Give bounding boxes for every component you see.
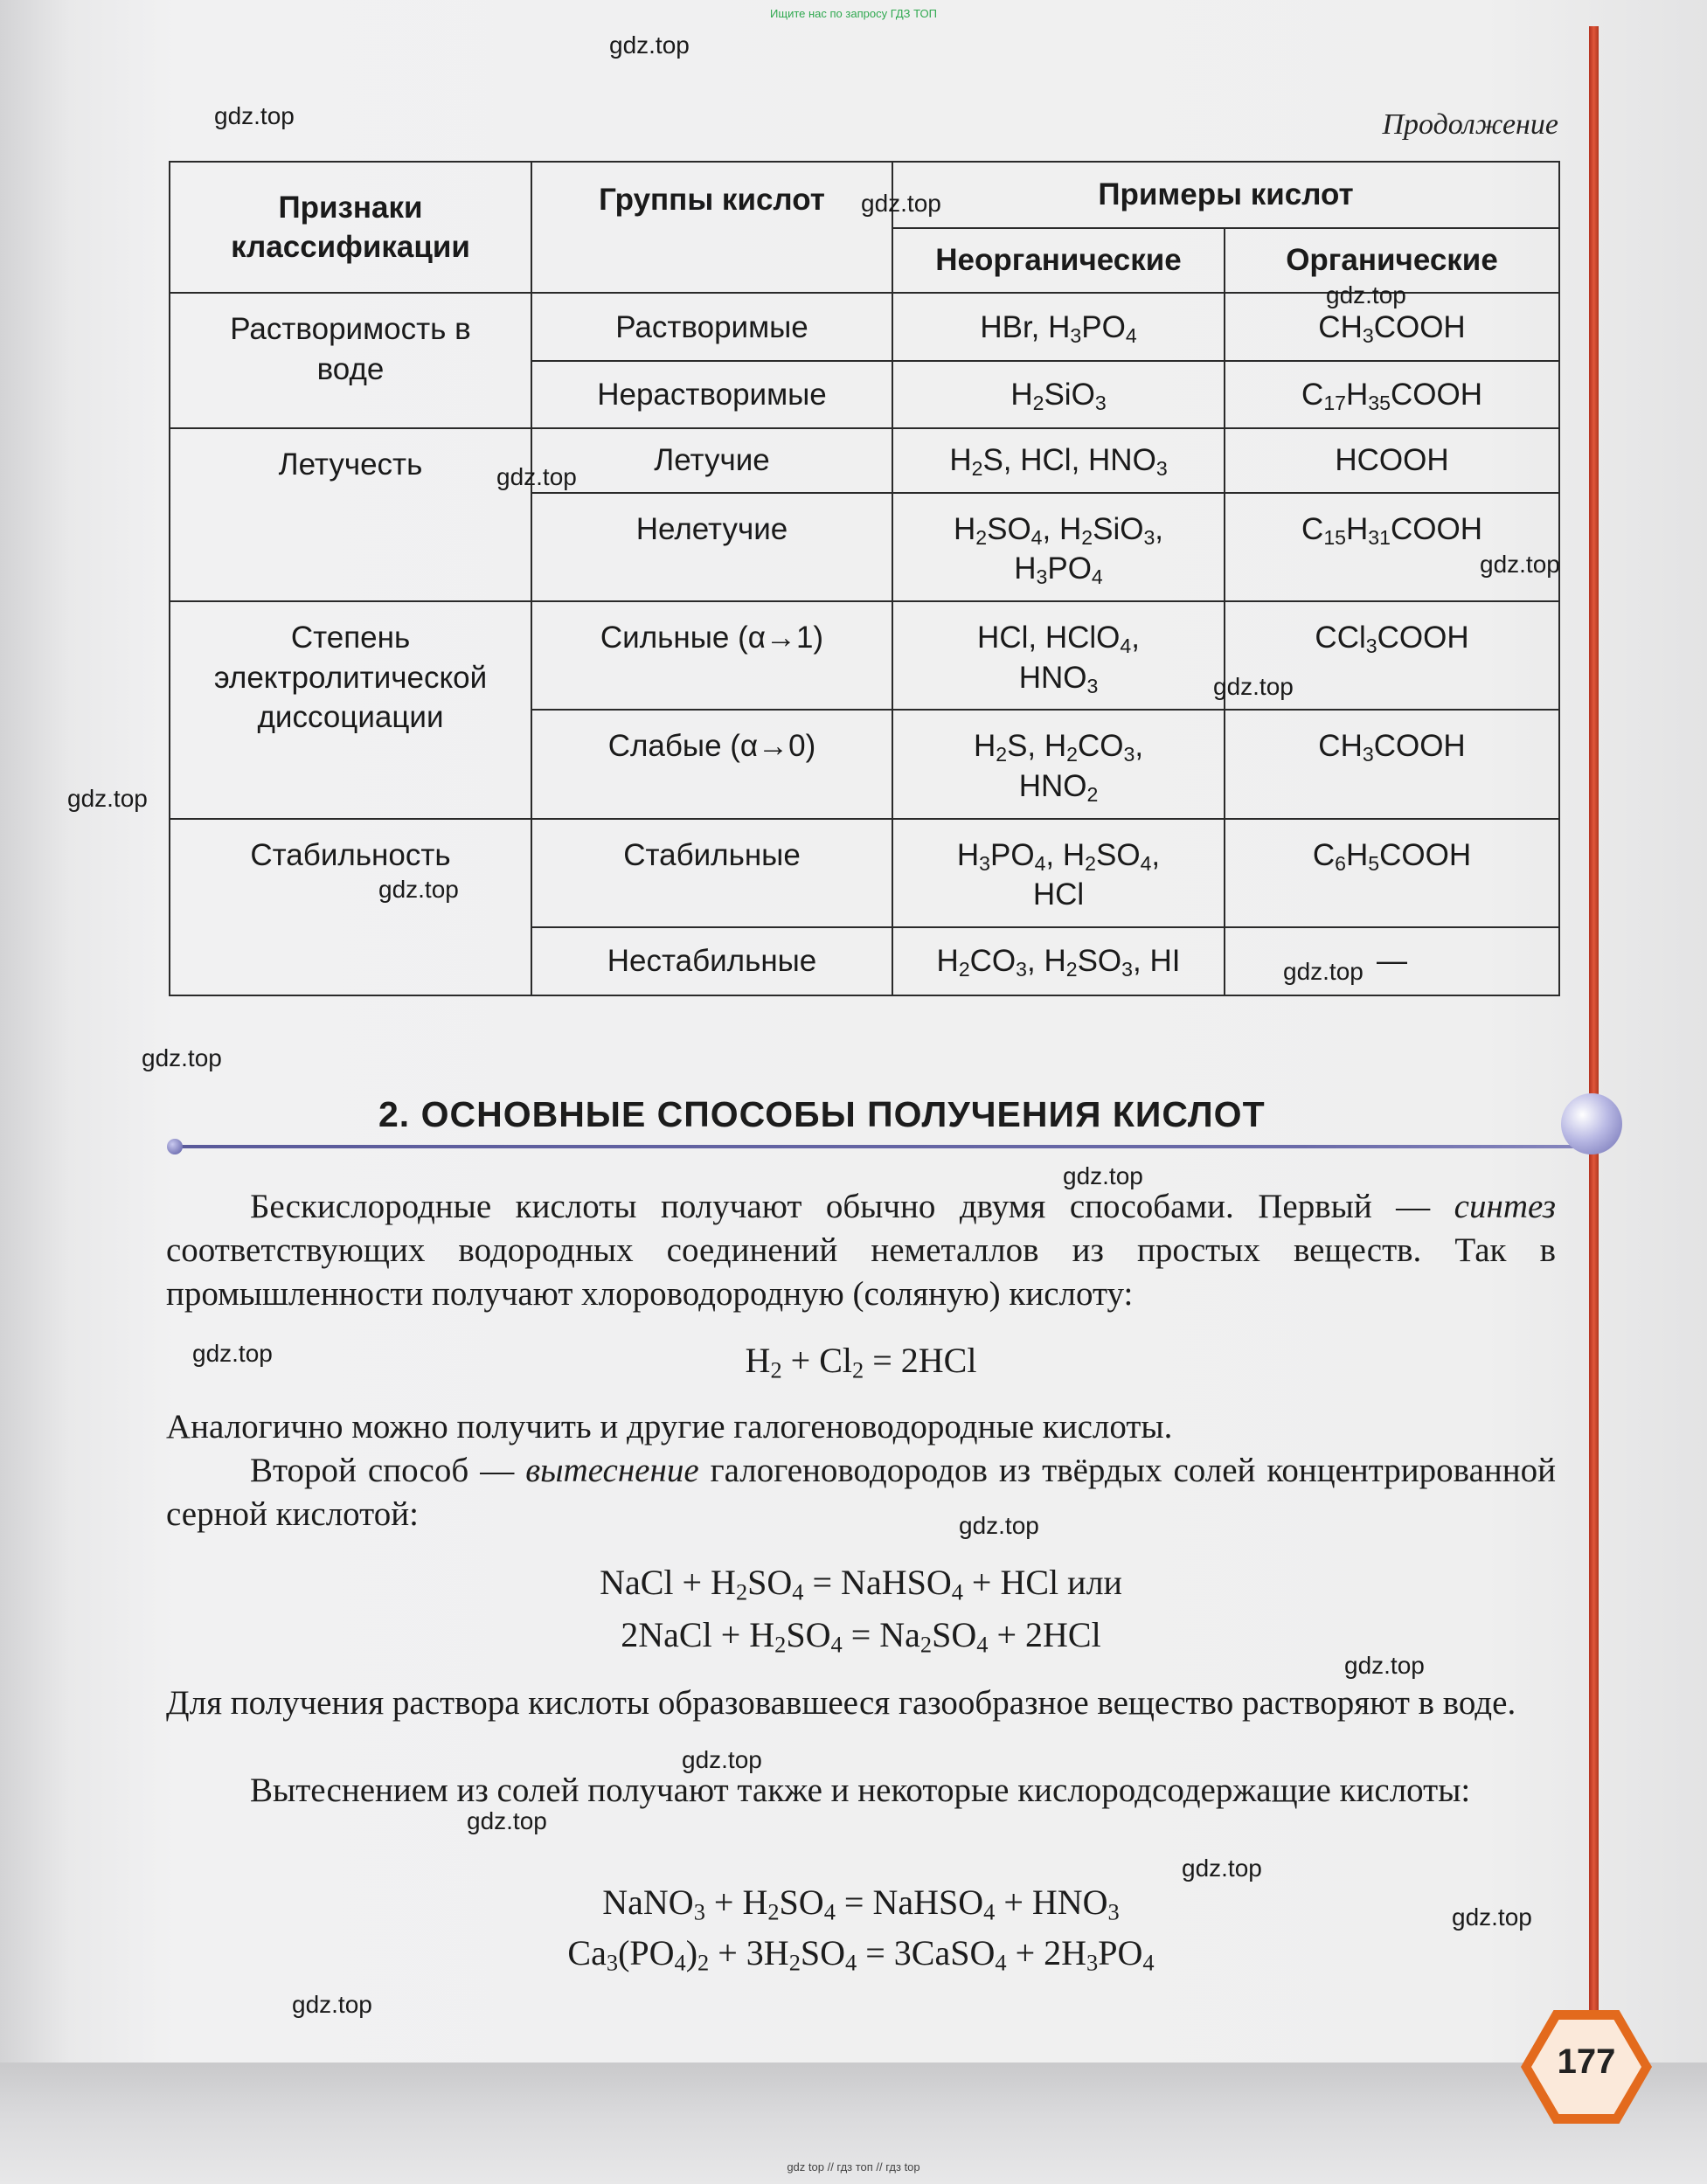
- inorganic-cell: HCl, HClO$_4$, $HNO_3$: [892, 601, 1225, 710]
- group-cell: Нелетучие: [531, 493, 892, 601]
- header-organic: Органические: [1225, 228, 1559, 293]
- watermark: gdz.top: [67, 785, 148, 812]
- watermark: gdz.top: [292, 1991, 372, 2018]
- equation-nacl-2: 2NaCl + $H_2SO_4 = Na_2SO_4 + 2HCl$: [621, 1615, 1101, 1658]
- table-row: [170, 428, 1559, 493]
- watermark: gdz.top: [1480, 551, 1560, 578]
- organic-cell: $CH_3COOH$: [1225, 293, 1559, 361]
- watermark: gdz.top: [467, 1807, 547, 1834]
- organic-cell: $C_{15}H_{31}COOH$: [1225, 493, 1559, 601]
- inorganic-cell: $H_2SO_4$, $H_2SiO_3$, $H_3PO_4$: [892, 493, 1225, 601]
- group-cell: Растворимые: [531, 293, 892, 361]
- inorganic-cell: $H_3PO_4$, $H_2SO_4$, HCl: [892, 819, 1225, 927]
- group-cell: Сильные (α→1): [531, 601, 892, 710]
- group-cell: Слабые (α→0): [531, 710, 892, 818]
- section-heading: 2. ОСНОВНЫЕ СПОСОБЫ ПОЛУЧЕНИЯ КИСЛОТ: [378, 1094, 1266, 1134]
- table-continued-label: Продолжение: [1382, 108, 1558, 141]
- equation-ca3po42: $Ca_3(PO_4)_2 + 3H_2SO_4$ = 3CaSO$_4$ + $2H_3PO_4$: [567, 1933, 1155, 1976]
- organic-cell: HCOOH: [1225, 428, 1559, 493]
- watermark: gdz.top: [1063, 1162, 1143, 1189]
- group-cell: Нерастворимые: [531, 361, 892, 427]
- watermark: gdz.top: [142, 1044, 222, 1071]
- table-row: [170, 601, 1559, 710]
- page-number: 177: [1557, 2042, 1616, 2081]
- watermark: gdz.top: [609, 31, 690, 59]
- equation-nacl-1: NaCl + $H_2SO_4$ = NaHSO$_4$ + HCl или: [600, 1563, 1122, 1605]
- watermark: gdz.top: [682, 1746, 762, 1773]
- heading-ball-ornament: [1561, 1093, 1622, 1154]
- criterion-solubility: Растворимость в воде: [170, 293, 531, 427]
- organic-cell: CCl$_3$COOH: [1225, 601, 1559, 710]
- organic-cell: $C_6H_5COOH$: [1225, 819, 1559, 927]
- watermark: gdz.top: [959, 1512, 1039, 1539]
- equation-nano3: NaNO$_3$ + $H_2SO_4$ = NaHSO$_4$ + $HNO_3$: [602, 1882, 1120, 1925]
- criterion-volatility: Летучесть: [170, 428, 531, 601]
- group-cell: Нестабильные: [531, 927, 892, 995]
- watermark: gdz.top: [1283, 958, 1364, 985]
- watermark: gdz.top: [1344, 1652, 1425, 1679]
- heading-bullet: [167, 1139, 183, 1154]
- watermark: gdz.top: [1213, 673, 1294, 700]
- paragraph-oxyacids: Вытеснением из солей получают также и некоторые кислородсодержащие кислоты:: [250, 1771, 1471, 1809]
- heading-underline: [175, 1145, 1582, 1148]
- criterion-stability: Стабильность: [170, 819, 531, 996]
- inorganic-cell: $H_2CO_3$, $H_2SO_3$, HI: [892, 927, 1225, 995]
- inorganic-cell: $H_2SiO_3$: [892, 361, 1225, 427]
- bottom-link[interactable]: gdz top // гдз топ // гдз top: [787, 2160, 920, 2174]
- header-criteria: Признаки классификации: [170, 162, 531, 293]
- header-examples: Примеры кислот: [892, 162, 1559, 228]
- watermark: gdz.top: [1182, 1855, 1262, 1882]
- inorganic-cell: $H_2S$, $H_2CO_3$, $HNO_2$: [892, 710, 1225, 818]
- watermark: gdz.top: [192, 1340, 273, 1367]
- inorganic-cell: $H_2S$, HCl, $HNO_3$: [892, 428, 1225, 493]
- header-inorganic: Неорганические: [892, 228, 1225, 293]
- watermark: gdz.top: [378, 876, 459, 903]
- table-row: [170, 819, 1559, 927]
- top-link[interactable]: Ищите нас по запросу ГДЗ ТОП: [770, 7, 937, 20]
- group-cell: Стабильные: [531, 819, 892, 927]
- paragraph-displacement: Второй способ — вытеснение галогеноводородов из твёрдых солей концентрированной серной кислотой:: [166, 1452, 1556, 1533]
- watermark: gdz.top: [496, 463, 577, 490]
- equation-h2-cl2: $H_2 + Cl_2 = 2HCl$: [745, 1341, 977, 1383]
- criterion-dissociation: Степень электролитической диссоциации: [170, 601, 531, 819]
- group-cell: Летучие: [531, 428, 892, 493]
- inorganic-cell: HBr, $H_3PO_4$: [892, 293, 1225, 361]
- paragraph-synthesis: Бескислородные кислоты получают обычно двумя способами. Первый — синтез соответствующих водородных соединений неметаллов из простых веществ. Так в промышленности получают хлороводородную (соляную) кислоту:: [166, 1188, 1556, 1313]
- watermark: gdz.top: [861, 190, 941, 217]
- paragraph-analogous: Аналогично можно получить и другие галогеноводородные кислоты.: [166, 1408, 1173, 1446]
- organic-cell: $CH_3COOH$: [1225, 710, 1559, 818]
- organic-cell: —: [1225, 927, 1559, 995]
- watermark: gdz.top: [1326, 281, 1406, 309]
- organic-cell: $C_{17}H_{35}COOH$: [1225, 361, 1559, 427]
- header-groups: Группы кислот: [531, 162, 892, 293]
- margin-rule: [1589, 26, 1599, 2071]
- paragraph-solution: Для получения раствора кислоты образовавшееся газообразное вещество растворяют в воде.: [166, 1684, 1516, 1722]
- watermark: gdz.top: [214, 102, 295, 129]
- watermark: gdz.top: [1452, 1903, 1532, 1931]
